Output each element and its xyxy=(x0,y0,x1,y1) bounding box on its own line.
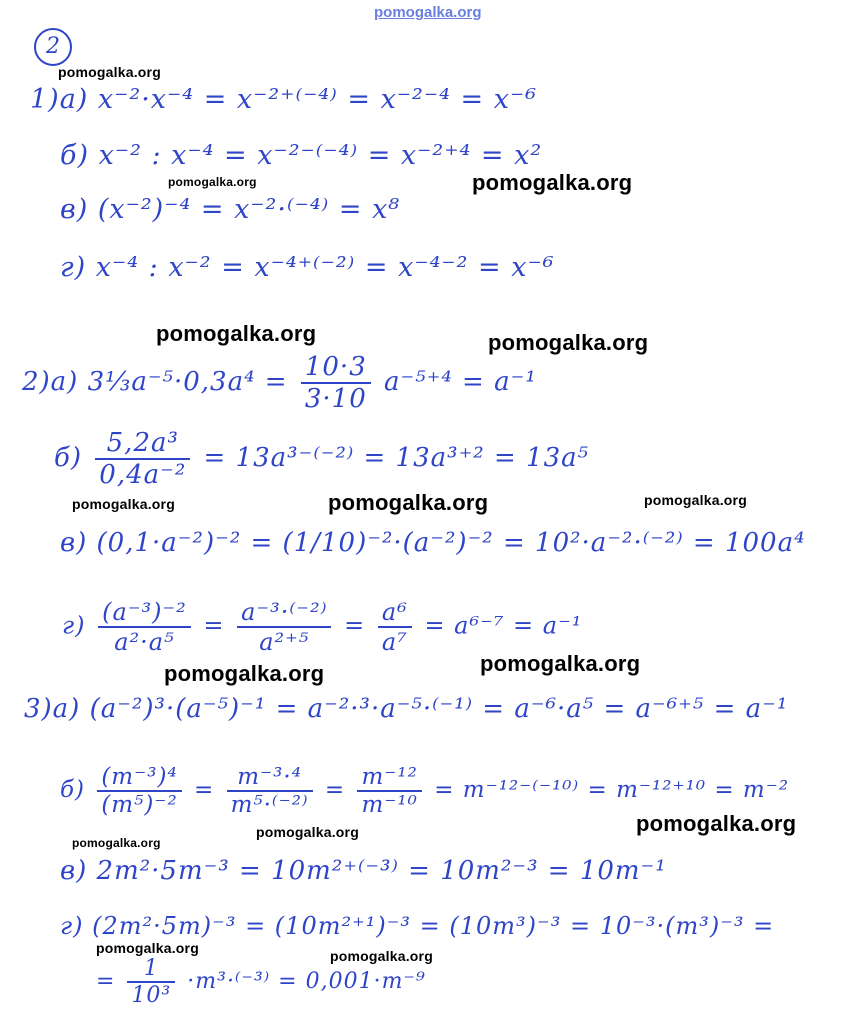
line-2a-right: a⁻⁵⁺⁴ = a⁻¹ xyxy=(384,367,537,397)
line-2g-label: г) xyxy=(62,611,86,640)
line-3g-cont-eq: = xyxy=(96,969,116,994)
watermark-12: pomogalka.org xyxy=(72,836,161,850)
line-2v: в) (0,1·a⁻²)⁻² = (1/10)⁻²·(a⁻²)⁻² = 10²·a⁻²·⁽⁻²⁾ = 100a⁴ xyxy=(60,528,806,558)
line-2g: г) $\frac{\text{(a⁻³)⁻²}}{\text{a²·a⁵}}$ = $\frac{\text{a⁻³·⁽⁻²⁾}}{\text{a²⁺⁵}}$ = $\frac{\text{a⁶}}{\text{a⁷}}$ = a⁶⁻⁷ = a⁻¹ xyxy=(62,598,583,656)
fraction-3g-denominator: 10³ xyxy=(131,983,172,1008)
fraction-2a-denominator: 3·10 xyxy=(304,384,367,414)
fraction-2b xyxy=(95,428,190,490)
fraction-2g-3 xyxy=(378,598,412,656)
watermark-2: pomogalka.org xyxy=(168,175,257,189)
line-2b xyxy=(54,428,589,490)
fraction-3b-3 xyxy=(357,764,421,818)
watermark-9: pomogalka.org xyxy=(480,651,641,676)
line-3v: в) 2m²·5m⁻³ = 10m²⁺⁽⁻³⁾ = 10m²⁻³ = 10m⁻¹ xyxy=(60,856,667,886)
fraction-3b-1-denominator: (m⁵)⁻² xyxy=(101,792,178,818)
watermark-13: pomogalka.org xyxy=(256,824,359,840)
fraction-2g-3-numerator: a⁶ xyxy=(378,598,412,628)
fraction-2g-2 xyxy=(237,598,331,656)
watermark-7: pomogalka.org xyxy=(328,490,489,515)
fraction-3b-3-denominator: m⁻¹⁰ xyxy=(361,792,418,818)
watermark-11: pomogalka.org xyxy=(636,811,797,836)
line-1a: 1)а) x⁻²·x⁻⁴ = x⁻²⁺⁽⁻⁴⁾ = x⁻²⁻⁴ = x⁻⁶ xyxy=(30,84,538,115)
watermark-1: pomogalka.org xyxy=(58,64,161,80)
line-3a: 3)а) (a⁻²)³·(a⁻⁵)⁻¹ = a⁻²·³·a⁻⁵·⁽⁻¹⁾ = a⁻⁶·a⁵ = a⁻⁶⁺⁵ = a⁻¹ xyxy=(24,694,789,724)
fraction-2g-1-numerator: (a⁻³)⁻² xyxy=(98,598,191,628)
line-2b-right: = 13a³⁻⁽⁻²⁾ = 13a³⁺² = 13a⁵ xyxy=(203,443,590,473)
line-3b-right: = m⁻¹²⁻⁽⁻¹⁰⁾ = m⁻¹²⁺¹⁰ = m⁻² xyxy=(434,777,790,803)
line-2b-label: б) xyxy=(54,443,83,473)
watermark-3: pomogalka.org xyxy=(472,170,633,195)
fraction-3b-2-numerator: m⁻³·⁴ xyxy=(227,764,313,792)
fraction-2g-2-numerator: a⁻³·⁽⁻²⁾ xyxy=(237,598,331,628)
fraction-3g-numerator: 1 xyxy=(127,956,175,983)
line-3g: г) (2m²·5m)⁻³ = (10m²⁺¹)⁻³ = (10m³)⁻³ = 10⁻³·(m³)⁻³ = xyxy=(60,912,775,940)
fraction-2g-1-denominator: a²·a⁵ xyxy=(114,628,175,656)
fraction-3b-1-numerator: (m⁻³)⁴ xyxy=(97,764,181,792)
line-3b-label: б) xyxy=(60,777,86,803)
fraction-2a xyxy=(301,352,371,414)
watermark-10: pomogalka.org xyxy=(164,661,325,686)
header-watermark[interactable]: pomogalka.org xyxy=(374,4,482,21)
watermark-8: pomogalka.org xyxy=(644,492,747,508)
line-1g: г) x⁻⁴ : x⁻² = x⁻⁴⁺⁽⁻²⁾ = x⁻⁴⁻² = x⁻⁶ xyxy=(60,252,555,283)
line-2a xyxy=(22,352,537,414)
watermark-6: pomogalka.org xyxy=(72,496,175,512)
fraction-2g-1 xyxy=(98,598,191,656)
fraction-2g-3-denominator: a⁷ xyxy=(381,628,408,656)
task-number-circle: 2 xyxy=(34,28,72,66)
fraction-2b-numerator: 5,2a³ xyxy=(95,428,190,460)
fraction-2a-numerator: 10·3 xyxy=(301,352,371,384)
line-3g-cont-right: ·m³·⁽⁻³⁾ = 0,001·m⁻⁹ xyxy=(187,969,426,994)
fraction-2g-2-denominator: a²⁺⁵ xyxy=(259,628,310,656)
watermark-4: pomogalka.org xyxy=(156,321,317,346)
fraction-3b-2 xyxy=(227,764,313,818)
fraction-3b-3-numerator: m⁻¹² xyxy=(357,764,421,792)
line-1v: в) (x⁻²)⁻⁴ = x⁻²·⁽⁻⁴⁾ = x⁸ xyxy=(60,194,401,225)
line-1b: б) x⁻² : x⁻⁴ = x⁻²⁻⁽⁻⁴⁾ = x⁻²⁺⁴ = x² xyxy=(60,140,543,171)
fraction-3b-1 xyxy=(97,764,181,818)
fraction-2b-denominator: 0,4a⁻² xyxy=(99,460,187,490)
fraction-3g xyxy=(127,956,175,1008)
watermark-15: pomogalka.org xyxy=(330,948,433,964)
line-3b: б) $\frac{\text{(m⁻³)⁴}}{\text{(m⁵)⁻²}}$ = $\frac{\text{m⁻³·⁴}}{\text{m⁵·⁽⁻²⁾}}$ = $\frac{\text{m⁻¹²}}{\text{m⁻¹⁰}}$ = m⁻¹²⁻⁽⁻¹⁰⁾ = m⁻¹²⁺¹⁰ = m⁻² xyxy=(60,764,790,818)
watermark-14: pomogalka.org xyxy=(96,940,199,956)
watermark-5: pomogalka.org xyxy=(488,330,649,355)
fraction-3b-2-denominator: m⁵·⁽⁻²⁾ xyxy=(230,792,309,818)
line-2a-left: 2)а) 3⅓a⁻⁵·0,3a⁴ = xyxy=(22,367,288,397)
line-2g-right: = a⁶⁻⁷ = a⁻¹ xyxy=(424,611,583,640)
